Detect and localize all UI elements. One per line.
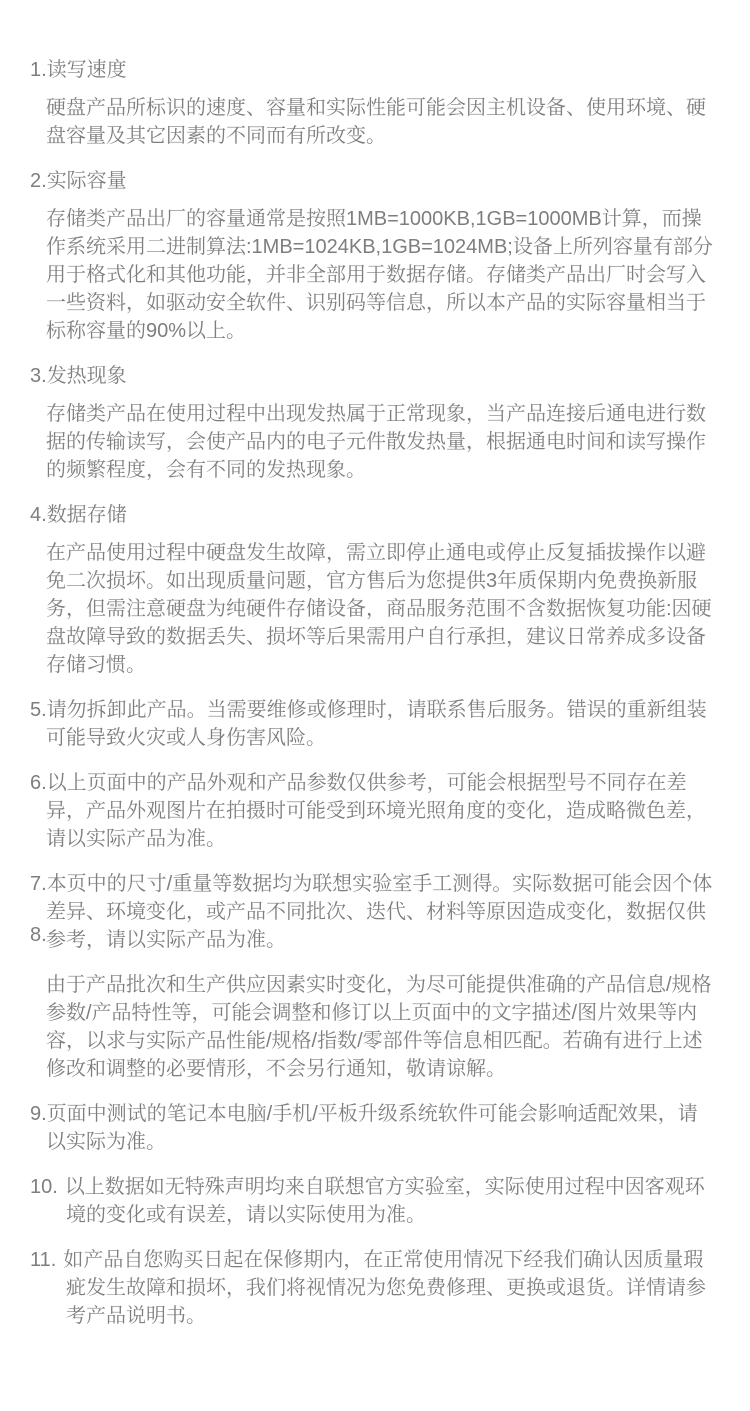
note-item-8 [30,924,716,1083]
item-8-number: 8. [30,924,47,946]
item-1-title: 读写速度 [46,59,127,81]
note-item-2 [30,167,716,345]
item-8-text: 由于产品批次和生产供应因素实时变化，为尽可能提供准确的产品信息/规格参数/产品特性等，可能会调整和修订以上页面中的文字描述/图片效果等内容，以求与实际产品性能/规格/指数/零部件等信息相匹配。若确有进行上述修改和调整的必要情形，不会另行通知，敬请谅解。 [46,974,712,1080]
note-item-10 [30,1173,716,1229]
item-2-number: 2. [30,170,47,192]
item-2-paragraph: 存储类产品出厂的容量通常是按照1MB=1000KB,1GB=1000MB计算，而操作系统采用二进制算法:1MB=1024KB,1GB=1024MB;设备上所列容量有部分用于格式化和其他功能，并非全部用于数据存储。存储类产品出厂时会写入一些资料，如驱动安全软件、识别码等信息，所以本产品的实际容量相当于标称容量的90%以上。 [46,208,713,342]
item-3-heading [30,362,716,390]
item-5-text: 请勿拆卸此产品。当需要维修或修理时，请联系售后服务。错误的重新组装可能导致火灾或人身伤害风险。 [46,699,707,749]
item-1-heading [30,56,716,84]
item-10-number: 10. [30,1176,58,1198]
item-11-text: 如产品自您购买日起在保修期内，在正常使用情况下经我们确认因质量瑕疵发生故障和损坏，我们将视情况为您免费修理、更换或退货。详情请参考产品说明书。 [63,1249,706,1327]
item-1-paragraph: 硬盘产品所标识的速度、容量和实际性能可能会因主机设备、使用环境、硬盘容量及其它因素的不同而有所改变。 [46,97,706,147]
item-11-number: 11. [30,1249,57,1271]
item-6-number: 6. [30,772,47,794]
note-item-9 [30,1100,716,1156]
item-3-title: 发热现象 [46,365,127,387]
item-6-text: 以上页面中的产品外观和产品参数仅供参考，可能会根据型号不同存在差异，产品外观图片在拍摄时可能受到环境光照角度的变化，造成略微色差，请以实际产品为准。 [46,772,706,850]
item-9-text: 页面中测试的笔记本电脑/手机/平板升级系统软件可能会影响适配效果，请以实际为准。 [46,1103,698,1153]
note-item-5 [30,696,716,752]
item-10-text: 以上数据如无特殊声明均来自联想官方实验室，实际使用过程中因客观环境的变化或有误差，请以实际使用为准。 [64,1176,705,1226]
item-4-paragraph: 在产品使用过程中硬盘发生故障，需立即停止通电或停止反复插拔操作以避免二次损坏。如出现质量问题，官方售后为您提供3年质保期内免费换新服务，但需注意硬盘为纯硬件存储设备，商品服务范围不含数据恢复功能:因硬盘故障导致的数据丢失、损坏等后果需用户自行承担，建议日常养成多设备存储习惯。 [46,542,712,676]
note-item-7 [30,870,716,954]
item-3-number: 3. [30,365,47,387]
item-4-number: 4. [30,504,47,526]
item-1-number: 1. [30,59,47,81]
item-5-number: 5. [30,699,47,721]
item-2-title: 实际容量 [46,170,127,192]
note-item-4 [30,501,716,679]
note-item-1 [30,56,716,150]
note-item-3 [30,362,716,484]
item-2-heading [30,167,716,195]
item-7-number: 7. [30,873,47,895]
item-4-title: 数据存储 [46,504,127,526]
item-9-number: 9. [30,1103,47,1125]
item-4-heading [30,501,716,529]
item-3-paragraph: 存储类产品在使用过程中出现发热属于正常现象，当产品连接后通电进行数据的传输读写，会使产品内的电子元件散发热量，根据通电时间和读写操作的频繁程度，会有不同的发热现象。 [46,403,706,481]
note-item-6 [30,769,716,853]
note-item-11 [30,1246,716,1330]
item-7-text: 本页中的尺寸/重量等数据均为联想实验室手工测得。实际数据可能会因个体差异、环境变化，或产品不同批次、迭代、材料等原因造成变化，数据仅供参考，请以实际产品为准。 [46,873,713,951]
